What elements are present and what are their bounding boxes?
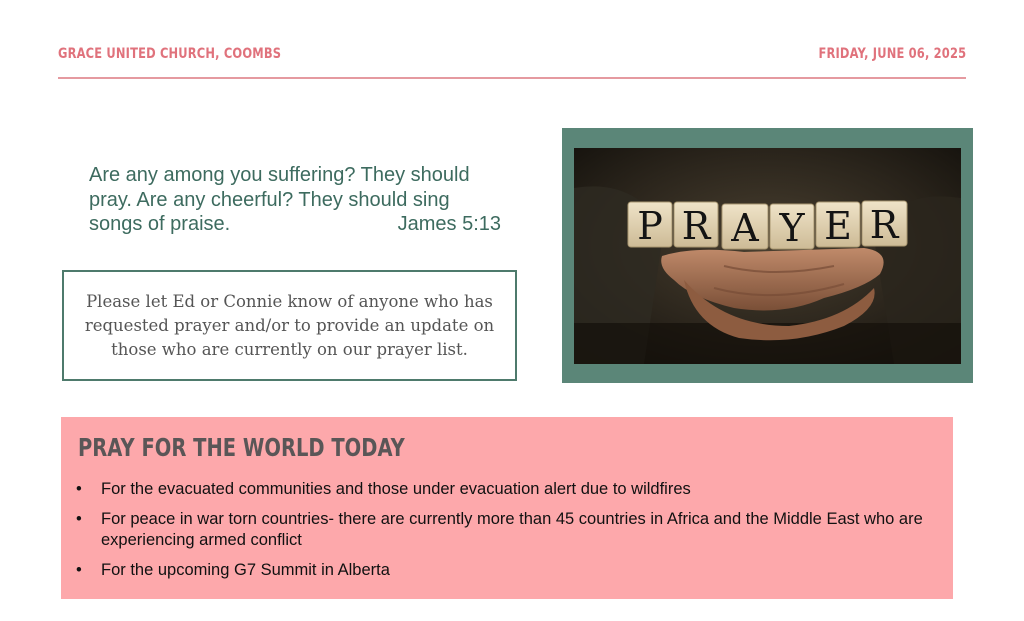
list-item-text: For the upcoming G7 Summit in Alberta	[101, 560, 390, 579]
bullet-icon: •	[76, 510, 82, 528]
bulletin-date: FRIDAY, JUNE 06, 2025	[818, 46, 966, 62]
block-letter: E	[824, 204, 852, 248]
list-item	[75, 479, 935, 500]
prayer-image-frame	[562, 128, 973, 383]
prayer-blocks-illustration	[574, 148, 961, 364]
block-letter: Y	[779, 206, 805, 250]
letter-blocks	[628, 201, 907, 250]
verse-reference: James 5:13	[397, 213, 501, 235]
prayer-image	[574, 148, 961, 364]
church-name: GRACE UNITED CHURCH, COOMBS	[58, 46, 282, 62]
list-item	[75, 560, 935, 581]
verse-line: pray. Are any cheerful? They should sing	[89, 188, 450, 211]
world-panel-title: PRAY FOR THE WORLD TODAY	[78, 433, 405, 462]
list-item	[75, 509, 935, 550]
block-letter: P	[637, 204, 663, 248]
bullet-icon: •	[76, 560, 82, 579]
block-letter: A	[731, 206, 759, 250]
page-header	[58, 40, 966, 79]
scripture-verse	[89, 163, 509, 237]
verse-line: songs of praise.	[89, 213, 231, 235]
bullet-icon: •	[76, 480, 82, 498]
world-prayer-list	[75, 479, 935, 590]
block-letter: R	[681, 204, 711, 248]
prayer-request-notice	[62, 270, 517, 381]
pray-for-world-panel	[61, 417, 953, 599]
notice-text: Please let Ed or Connie know of anyone who has requested prayer and/or to provide an update on those who are currently on our prayer list.	[84, 291, 495, 359]
list-item-text: For the evacuated communities and those under evacuation alert due to wildfires	[101, 480, 691, 498]
block-letter: R	[869, 203, 899, 247]
verse-line: Are any among you suffering? They should	[89, 164, 470, 186]
list-item-text: For peace in war torn countries- there are currently more than 45 countries in Africa and the Middle East who are experiencing armed conflict	[101, 510, 923, 549]
